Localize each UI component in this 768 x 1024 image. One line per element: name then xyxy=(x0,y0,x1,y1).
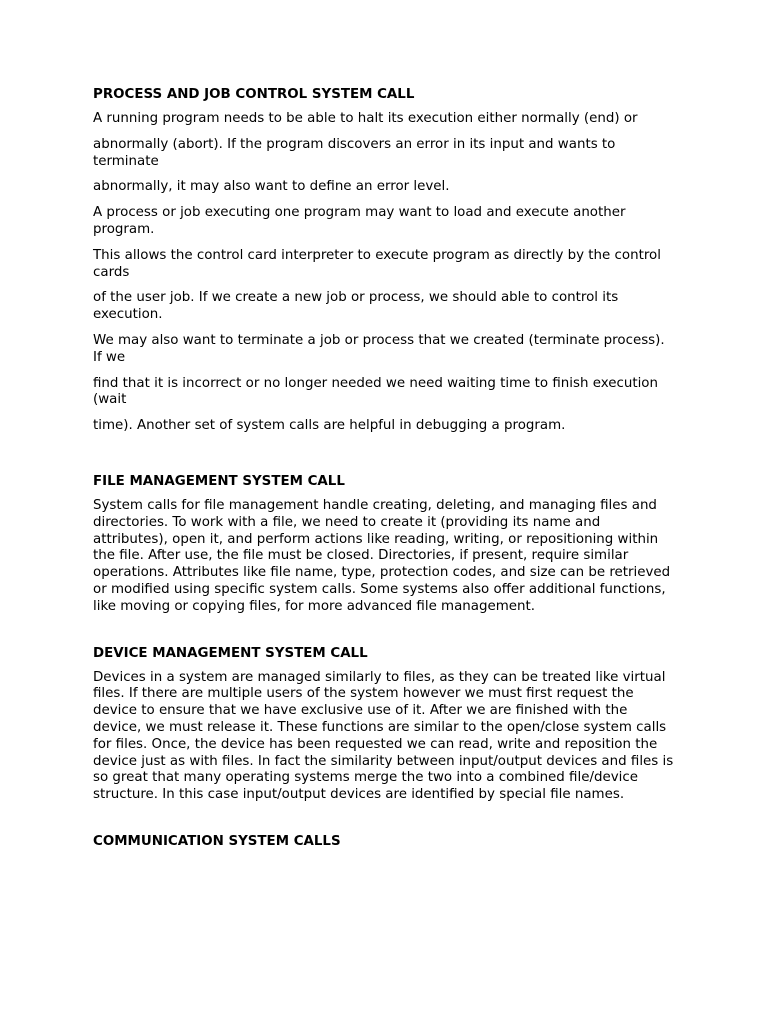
document-page xyxy=(93,86,675,858)
paragraph: find that it is incorrect or no longer needed we need waiting time to finish execution (wait xyxy=(93,375,658,408)
section-spacer xyxy=(93,444,675,473)
section-file-management xyxy=(93,473,675,616)
paragraph: abnormally (abort). If the program discovers an error in its input and wants to terminate xyxy=(93,136,616,169)
paragraph: of the user job. If we create a new job or process, we should able to control its execution. xyxy=(93,290,619,323)
section-body: Devices in a system are managed similarly to files, as they can be treated like virtual files. If there are multiple users of the system however we must first request the device to ensure that we have exclusive use of it. After we are finished with the device, we must release it. These functions are similar to the open/close system calls for files. Once, the device has been requested we can read, write and reposition the device just as with files. In fact the similarity between input/output devices and files is so great that many operating systems merge the two into a combined file/device structure. In this case input/output devices are identified by special file names. xyxy=(93,669,674,803)
paragraph: A process or job executing one program may want to load and execute another program. xyxy=(93,205,626,237)
section-process-job-control xyxy=(93,86,675,435)
paragraph: A running program needs to be able to halt its execution either normally (end) or xyxy=(93,111,638,126)
paragraph: time). Another set of system calls are helpful in debugging a program. xyxy=(93,418,566,434)
section-body: System calls for file management handle creating, deleting, and managing files and directories. To work with a file, we need to create it (providing its name and attributes), open it, and perform actions like reading, writing, or repositioning within the file. After use, the file must be closed. Directories, if present, require similar operations. Attributes like file name, type, protection codes, and size can be retrieved or modified using specific system calls. Some systems also offer additional functions, like moving or copying files, for more advanced file management. xyxy=(93,497,671,614)
section-device-management xyxy=(93,645,675,804)
section-heading: DEVICE MANAGEMENT SYSTEM CALL xyxy=(93,645,368,661)
paragraph: This allows the control card interpreter to execute program as directly by the control cards xyxy=(93,247,661,280)
section-heading: PROCESS AND JOB CONTROL SYSTEM CALL xyxy=(93,87,415,102)
paragraph: We may also want to terminate a job or process that we created (terminate process). If we xyxy=(93,332,665,365)
section-heading: FILE MANAGEMENT SYSTEM CALL xyxy=(93,473,345,489)
section-spacer xyxy=(93,616,675,645)
section-spacer xyxy=(93,804,675,833)
section-heading: COMMUNICATION SYSTEM CALLS xyxy=(93,833,341,849)
paragraph: abnormally, it may also want to define an error level. xyxy=(93,179,450,195)
section-communication xyxy=(93,833,675,851)
